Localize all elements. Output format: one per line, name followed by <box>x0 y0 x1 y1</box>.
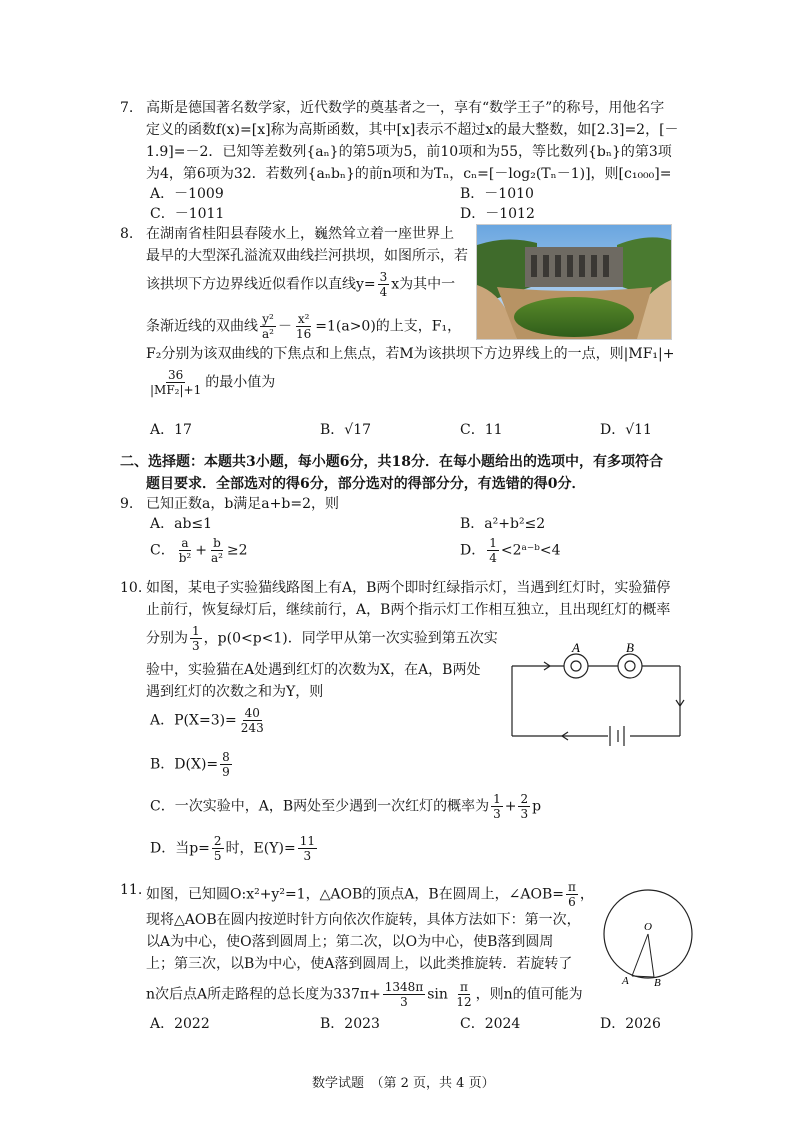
q10-option-c: C．一次实验中，A，B两处至少遇到一次红灯的概率为 $\frac{1}{3}$ + $\frac{2}{3}$ p <box>150 792 542 821</box>
q8-option-c: C．11 <box>460 422 503 438</box>
figure-label-o: O <box>644 921 652 933</box>
q9-option-b: B．a²+b²≤2 <box>460 516 546 532</box>
lamp-a-icon <box>564 654 588 678</box>
q11-line-3: 以A为中心，使O落到圆周上；第二次，以O为中心，使B落到圆周 <box>146 934 554 950</box>
q7-option-b: B．－1010 <box>460 186 534 202</box>
q11-option-c: C．2024 <box>460 1016 521 1032</box>
q10-option-d: D．当p= $\frac{2}{5}$ 时，E(Y)= $\frac{11}{3}$ <box>150 834 315 863</box>
circle-figure <box>600 884 696 990</box>
q7-option-d: D．－1012 <box>460 206 535 222</box>
q10-option-a: A．P(X=3)= $\frac{40}{243}$ <box>150 706 264 735</box>
q9-number: 9. <box>120 496 134 512</box>
q11-line-4: 上；第三次，以B为中心，使A落到圆周上，以此类推旋转．若旋转了 <box>146 956 573 972</box>
q9-option-a: A．ab≤1 <box>150 516 213 532</box>
q8-line-3-text: 该拱坝下方边界线近似看作以直线y= <box>146 276 376 293</box>
q8-option-a: A．17 <box>150 422 192 438</box>
q11-option-d: D．2026 <box>600 1016 661 1032</box>
q8-line-6: $\frac{36}{\text{|MF₂|+1}}$ 的最小值为 <box>150 368 276 397</box>
dam-photo <box>476 224 672 340</box>
q8-line-3-tail: x为其中一 <box>391 276 456 293</box>
q11-line-2: 现将△AOB在圆内按逆时针方向依次作旋转，具体方法如下：第一次， <box>146 912 581 928</box>
q7-line-3: 1.9]=－2．已知等差数列{aₙ}的第5项为5，前10项和为55，等比数列{bₙ}的第3项 <box>146 144 672 160</box>
q8-slope-fraction: $\frac{3}{4}$ <box>379 270 388 299</box>
circuit-label-b: B <box>626 640 634 655</box>
q10-line-5: 遇到红灯的次数之和为Y，则 <box>146 684 324 700</box>
q11-line-5: n次后点A所走路程的总长度为337π+ $\frac{1348\pi}{3}$ sin $\frac{\pi}{12}$ ，则n的值可能为 <box>146 980 583 1009</box>
lamp-b-icon <box>618 654 642 678</box>
q8-line-5: F₂分别为该双曲线的下焦点和上焦点，若M为该拱坝下方边界线上的一点，则|MF₁|+ <box>146 346 675 362</box>
q11-line-1: 如图，已知圆O:x²+y²=1，△AOB的顶点A，B在圆周上，∠AOB= $\frac{\pi}{6}$ ， <box>146 880 594 909</box>
q8-tail-fraction: $\frac{36}{\text{|MF₂|+1}}$ <box>150 368 202 397</box>
q8-y-fraction: $\frac{\text{y²}}{\text{a²}}$ <box>262 312 274 341</box>
q7-option-a: A．－1009 <box>150 186 224 202</box>
figure-label-a: A <box>622 975 629 987</box>
q11-number: 11. <box>120 882 143 898</box>
q10-option-b: B．D(X)= $\frac{8}{9}$ <box>150 750 230 779</box>
q11-option-a: A．2022 <box>150 1016 210 1032</box>
q7-number: 7. <box>120 100 134 116</box>
q9-option-c: C． $\frac{a}{\text{b²}}$ + $\frac{b}{\text{a²}}$ ≥2 <box>150 536 248 565</box>
q9-stem: 已知正数a，b满足a+b=2，则 <box>146 496 339 512</box>
q10-line-2: 止前行，恢复绿灯后，继续前行，A，B两个指示灯工作相互独立，且出现红灯的概率 <box>146 602 671 618</box>
q8-x-fraction: $\frac{\text{x²}}{16}$ <box>295 312 312 341</box>
page-footer: 数学试题 （第 2 页，共 4 页） <box>312 1076 495 1091</box>
q8-line-1: 在湖南省桂阳县春陵水上，巍然耸立着一座世界上 <box>146 226 454 242</box>
q10-line-3: 分别为 $\frac{1}{3}$ ，p(0<p<1)．同学甲从第一次实验到第五次实 <box>146 624 498 653</box>
q9-option-d: D． $\frac{1}{4}$ <2ᵃ⁻ᵇ<4 <box>460 536 561 565</box>
q7-option-c: C．－1011 <box>150 206 225 222</box>
q8-option-b: B．√17 <box>320 422 372 438</box>
q11-option-b: B．2023 <box>320 1016 380 1032</box>
q8-option-d: D．√11 <box>600 422 652 438</box>
q8-line-2: 最早的大型深孔溢流双曲线拦河拱坝，如图所示，若 <box>146 248 468 264</box>
q7-line-4: 为4，第6项为32．若数列{aₙbₙ}的前n项和为Tₙ，cₙ=[－log₂(Tₙ－1)]，则[c₁₀₀₀]= <box>146 166 672 182</box>
q7-line-1: 高斯是德国著名数学家，近代数学的奠基者之一，享有“数学王子”的称号，用他名字 <box>146 100 665 116</box>
circuit-diagram <box>504 640 694 750</box>
q10-line-4: 验中，实验猫在A处遇到红灯的次数为X，在A，B两处 <box>146 662 481 678</box>
figure-label-b: B <box>654 977 661 989</box>
section-2-header-line-1: 二、选择题：本题共3小题，每小题6分，共18分．在每小题给出的选项中，有多项符合 <box>120 454 663 470</box>
q8-number: 8. <box>120 226 134 242</box>
section-2-header-line-2: 题目要求．全部选对的得6分，部分选对的得部分分，有选错的得0分． <box>146 476 586 492</box>
q8-line-3 <box>146 270 455 299</box>
q10-line-1: 如图，某电子实验猫线路图上有A，B两个即时红绿指示灯，当遇到红灯时，实验猫停 <box>146 580 671 596</box>
q8-line-4: 条渐近线的双曲线 $\frac{\text{y²}}{\text{a²}}$ － $\frac{\text{x²}}{16}$ =1(a>0)的上支，F₁， <box>146 312 462 341</box>
q10-number: 10. <box>120 580 143 596</box>
q7-line-2: 定义的函数f(x)=[x]称为高斯函数，其中[x]表示不超过x的最大整数，如[2.3]=2，[－ <box>146 122 679 138</box>
circuit-label-a: A <box>572 640 580 655</box>
